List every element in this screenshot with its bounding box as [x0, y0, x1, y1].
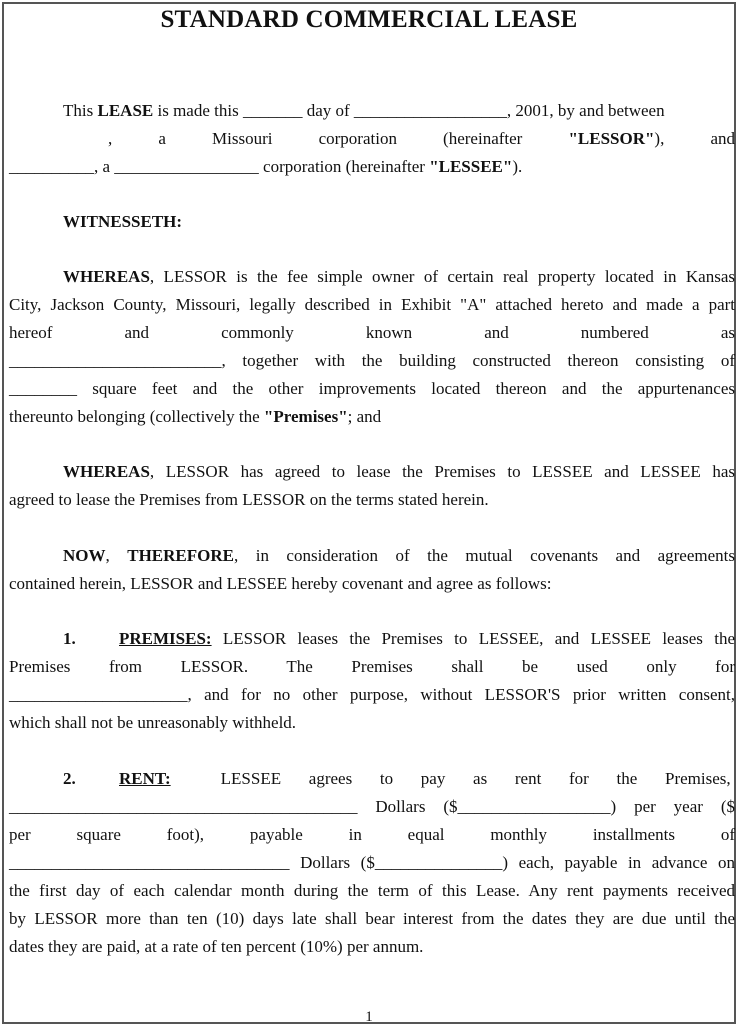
whereas2-line-1: WHEREAS, LESSOR has agreed to lease the Premises to LESSEE and LESSEE has	[63, 462, 735, 481]
section2-line-6: by LESSOR more than ten (10) days late shall bear interest from the dates they are due until the	[9, 909, 735, 928]
now-line-2: contained herein, LESSOR and LESSEE hereby covenant and agree as follows:	[9, 574, 552, 593]
section1-line-4: which shall not be unreasonably withheld.	[9, 713, 297, 732]
witnesseth-heading: WITNESSETH:	[63, 212, 183, 231]
whereas1-line-1: WHEREAS, LESSOR is the fee simple owner of certain real property located in Kansas	[63, 267, 735, 286]
section2-line-2: _________________________________________ Dollars ($__________________) per year ($	[9, 797, 735, 816]
section1-number: 1.	[63, 629, 76, 648]
whereas1-line-6: thereunto belonging (collectively the "Premises"; and	[9, 407, 382, 426]
section1-heading: PREMISES:	[119, 629, 212, 648]
whereas2-line-2: agreed to lease the Premises from LESSOR on the terms stated herein.	[9, 490, 489, 509]
section2-line-7: dates they are paid, at a rate of ten percent (10%) per annum.	[9, 937, 424, 956]
now-line-1: NOW, THEREFORE, in consideration of the mutual covenants and agreements	[63, 546, 735, 565]
section2-line-1: 2. RENT: LESSEE agrees to pay as rent for the Premises,	[63, 769, 731, 788]
section1-line-1: 1. PREMISES: LESSOR leases the Premises to LESSEE, and LESSEE leases the	[63, 629, 735, 648]
document-title: STANDARD COMMERCIAL LEASE	[160, 6, 578, 33]
section1-line-2: Premises from LESSOR. The Premises shall be used only for	[9, 657, 735, 676]
whereas1-line-4: _________________________, together with the building constructed thereon consisting of	[9, 351, 735, 370]
section1-line-3: _____________________, and for no other purpose, without LESSOR'S prior written consent,	[9, 685, 735, 704]
section2-line-3: per square foot), payable in equal monthly installments of	[9, 825, 735, 844]
whereas1-line-2: City, Jackson County, Missouri, legally described in Exhibit "A" attached hereto and made a part	[9, 295, 735, 314]
intro-line-1: This LEASE is made this _______ day of __________________, 2001, by and between	[63, 101, 665, 120]
document-page	[2, 2, 736, 1024]
whereas1-line-3: hereof and commonly known and numbered as	[9, 323, 735, 342]
whereas1-line-5: ________ square feet and the other improvements located thereon and the appurtenances	[9, 379, 735, 398]
intro-line-3: __________, a _________________ corporation (hereinafter "LESSEE").	[9, 157, 523, 176]
section2-heading: RENT:	[119, 769, 171, 788]
section2-line-5: the first day of each calendar month during the term of this Lease. Any rent payments received	[9, 881, 735, 900]
page-number: 1	[365, 1009, 373, 1025]
section2-number: 2.	[63, 769, 76, 788]
intro-line-2: , a Missouri corporation (hereinafter "LESSOR"), and	[108, 129, 735, 148]
section2-line-4: _________________________________ Dollars ($_______________) each, payable in advance on	[9, 853, 735, 872]
